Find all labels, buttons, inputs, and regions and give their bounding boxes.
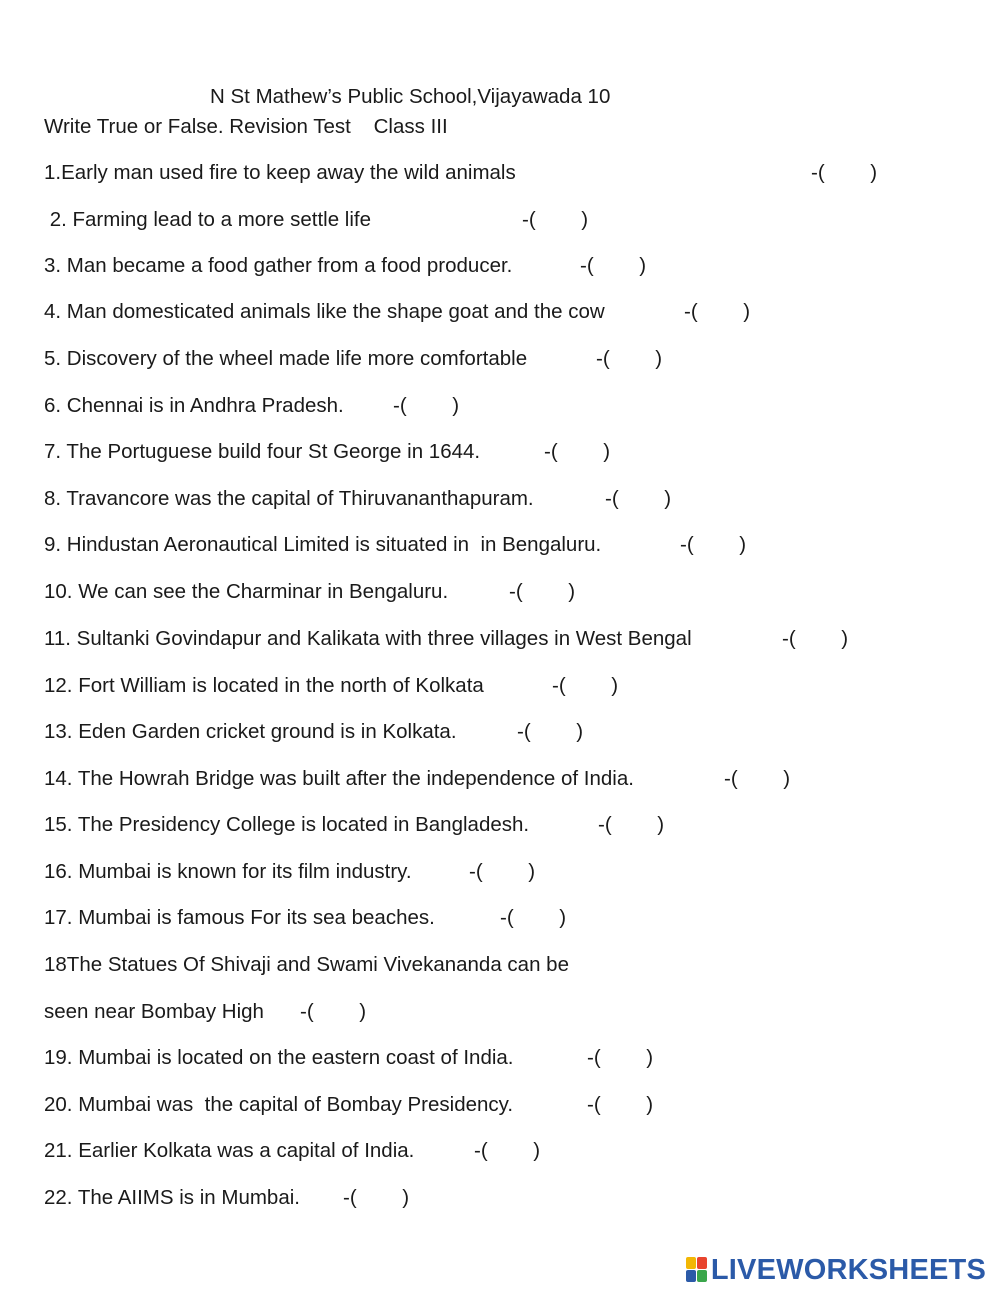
question-text: 1.Early man used fire to keep away the wild animals <box>44 161 516 184</box>
answer-slot[interactable]: -( ) <box>596 347 663 370</box>
answer-slot[interactable]: -( ) <box>544 440 611 463</box>
question-text: 7. The Portuguese build four St George in 1644. <box>44 440 481 463</box>
question-text: 22. The AIIMS is in Mumbai. <box>44 1186 300 1209</box>
question-line <box>44 487 672 511</box>
question-line <box>44 906 567 930</box>
question-line <box>44 767 791 791</box>
question-text: 16. Mumbai is known for its film industry. <box>44 860 412 883</box>
answer-slot[interactable]: -( ) <box>393 394 460 417</box>
answer-slot[interactable]: -( ) <box>469 860 536 883</box>
question-line <box>44 254 647 278</box>
question-text: 5. Discovery of the wheel made life more comfortable <box>44 347 528 370</box>
question-text: 20. Mumbai was the capital of Bombay Presidency. <box>44 1093 514 1116</box>
question-text: 8. Travancore was the capital of Thiruvananthapuram. <box>44 487 534 510</box>
question-line <box>44 300 751 324</box>
question-line <box>44 1186 410 1210</box>
question-text: 6. Chennai is in Andhra Pradesh. <box>44 394 344 417</box>
question-line <box>44 860 536 884</box>
question-text: 15. The Presidency College is located in Bangladesh. <box>44 813 530 836</box>
question-text: 14. The Howrah Bridge was built after the independence of India. <box>44 767 634 790</box>
question-text: 19. Mumbai is located on the eastern coast of India. <box>44 1046 514 1069</box>
question-text: seen near Bombay High <box>44 1000 264 1023</box>
answer-slot[interactable]: -( ) <box>522 208 589 231</box>
question-text: 12. Fort William is located in the north of Kolkata <box>44 674 484 697</box>
liveworksheets-logo <box>686 1254 986 1286</box>
question-line <box>44 1093 654 1117</box>
worksheet-header-school: N St Mathew’s Public School,Vijayawada 10 <box>210 85 611 108</box>
answer-slot[interactable]: -( ) <box>343 1186 410 1209</box>
answer-slot[interactable]: -( ) <box>605 487 672 510</box>
answer-slot[interactable]: -( ) <box>500 906 567 929</box>
answer-slot[interactable]: -( ) <box>598 813 665 836</box>
question-line <box>44 580 576 604</box>
answer-slot[interactable]: -( ) <box>587 1046 654 1069</box>
question-text: 4. Man domesticated animals like the shape goat and the cow <box>44 300 605 323</box>
liveworksheets-logo-text: LIVEWORKSHEETS <box>710 1253 986 1286</box>
question-line <box>44 440 611 464</box>
answer-slot[interactable]: -( ) <box>587 1093 654 1116</box>
question-text: 17. Mumbai is famous For its sea beaches. <box>44 906 435 929</box>
question-line <box>44 533 747 557</box>
liveworksheets-logo-icon <box>686 1257 708 1283</box>
question-line <box>44 161 878 185</box>
question-line <box>44 1000 367 1024</box>
answer-slot[interactable]: -( ) <box>580 254 647 277</box>
question-text: 21. Earlier Kolkata was a capital of India. <box>44 1139 415 1162</box>
worksheet-header-subtitle: Write True or False. Revision Test Class III <box>44 115 448 138</box>
question-text: 9. Hindustan Aeronautical Limited is situated in in Bengaluru. <box>44 533 602 556</box>
question-text: 11. Sultanki Govindapur and Kalikata with three villages in West Bengal <box>44 627 692 650</box>
answer-slot[interactable]: -( ) <box>724 767 791 790</box>
question-line <box>44 674 619 698</box>
answer-slot[interactable]: -( ) <box>509 580 576 603</box>
question-text: 3. Man became a food gather from a food producer. <box>44 254 513 277</box>
question-text: 2. Farming lead to a more settle life <box>44 208 372 231</box>
question-line <box>44 394 460 418</box>
question-line <box>44 953 569 977</box>
answer-slot[interactable]: -( ) <box>684 300 751 323</box>
answer-slot[interactable]: -( ) <box>474 1139 541 1162</box>
question-text: 10. We can see the Charminar in Bengaluru. <box>44 580 449 603</box>
answer-slot[interactable]: -( ) <box>782 627 849 650</box>
question-line <box>44 347 663 371</box>
question-line <box>44 208 589 232</box>
question-line <box>44 627 849 651</box>
answer-slot[interactable]: -( ) <box>811 161 878 184</box>
question-line <box>44 720 584 744</box>
question-line <box>44 813 665 837</box>
question-line <box>44 1046 654 1070</box>
answer-slot[interactable]: -( ) <box>517 720 584 743</box>
answer-slot[interactable]: -( ) <box>680 533 747 556</box>
answer-slot[interactable]: -( ) <box>552 674 619 697</box>
answer-slot[interactable]: -( ) <box>300 1000 367 1023</box>
question-text: 13. Eden Garden cricket ground is in Kolkata. <box>44 720 457 743</box>
question-text: 18The Statues Of Shivaji and Swami Vivekananda can be <box>44 953 569 976</box>
question-line <box>44 1139 541 1163</box>
